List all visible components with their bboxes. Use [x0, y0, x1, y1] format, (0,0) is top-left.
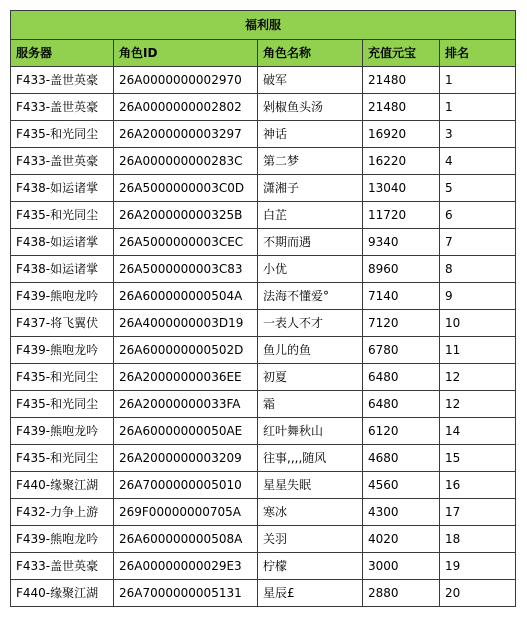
cell-role-name: 不期而遇 [258, 229, 363, 256]
cell-rank: 1 [440, 67, 516, 94]
cell-server: F438-如运诸掌 [11, 175, 114, 202]
cell-recharge: 21480 [363, 67, 440, 94]
cell-role-name: 破军 [258, 67, 363, 94]
table-row [11, 445, 516, 472]
table-row [11, 121, 516, 148]
cell-role-name: 法海不懂爱° [258, 283, 363, 310]
cell-role-name: 白芷 [258, 202, 363, 229]
table-row [11, 175, 516, 202]
cell-role-id: 269F00000000705A [114, 499, 258, 526]
cell-rank: 19 [440, 553, 516, 580]
cell-server: F439-熊咆龙吟 [11, 337, 114, 364]
cell-rank: 6 [440, 202, 516, 229]
cell-role-id: 26A20000000036EE [114, 364, 258, 391]
cell-role-id: 26A000000000283C [114, 148, 258, 175]
table-row [11, 553, 516, 580]
cell-server: F437-将飞翼伏 [11, 310, 114, 337]
cell-role-name: 霜 [258, 391, 363, 418]
cell-role-name: 初夏 [258, 364, 363, 391]
ranking-table [10, 10, 516, 607]
table-row [11, 256, 516, 283]
cell-server: F432-力争上游 [11, 499, 114, 526]
cell-rank: 1 [440, 94, 516, 121]
cell-recharge: 21480 [363, 94, 440, 121]
cell-recharge: 7120 [363, 310, 440, 337]
cell-role-id: 26A7000000005010 [114, 472, 258, 499]
cell-recharge: 4560 [363, 472, 440, 499]
cell-recharge: 2880 [363, 580, 440, 607]
cell-role-name: 鱼儿的鱼 [258, 337, 363, 364]
table-row [11, 337, 516, 364]
cell-role-id: 26A00000000029E3 [114, 553, 258, 580]
cell-role-id: 26A0000000002970 [114, 67, 258, 94]
cell-rank: 12 [440, 391, 516, 418]
cell-server: F438-如运诸掌 [11, 256, 114, 283]
cell-rank: 11 [440, 337, 516, 364]
cell-rank: 15 [440, 445, 516, 472]
table-row [11, 418, 516, 445]
title-row [11, 11, 516, 40]
cell-role-id: 26A600000000508A [114, 526, 258, 553]
table-row [11, 580, 516, 607]
cell-rank: 7 [440, 229, 516, 256]
cell-server: F433-盖世英豪 [11, 148, 114, 175]
cell-rank: 18 [440, 526, 516, 553]
table-row [11, 526, 516, 553]
cell-recharge: 4680 [363, 445, 440, 472]
column-header-server: 服务器 [11, 40, 114, 67]
table-row [11, 391, 516, 418]
cell-role-id: 26A600000000502D [114, 337, 258, 364]
cell-server: F433-盖世英豪 [11, 94, 114, 121]
cell-role-name: 柠檬 [258, 553, 363, 580]
table-row [11, 67, 516, 94]
cell-server: F433-盖世英豪 [11, 67, 114, 94]
cell-rank: 10 [440, 310, 516, 337]
table-title: 福利服 [11, 11, 516, 40]
cell-role-id: 26A2000000003297 [114, 121, 258, 148]
cell-server: F435-和光同尘 [11, 202, 114, 229]
table-row [11, 283, 516, 310]
cell-server: F435-和光同尘 [11, 364, 114, 391]
cell-rank: 20 [440, 580, 516, 607]
cell-recharge: 8960 [363, 256, 440, 283]
cell-recharge: 6480 [363, 364, 440, 391]
cell-role-name: 剁椒鱼头汤 [258, 94, 363, 121]
table-row [11, 499, 516, 526]
column-header-recharge: 充值元宝 [363, 40, 440, 67]
cell-server: F440-缘聚江湖 [11, 472, 114, 499]
column-header-rank: 排名 [440, 40, 516, 67]
cell-server: F433-盖世英豪 [11, 553, 114, 580]
cell-rank: 16 [440, 472, 516, 499]
cell-role-name: 第二梦 [258, 148, 363, 175]
cell-recharge: 9340 [363, 229, 440, 256]
table-row [11, 472, 516, 499]
cell-role-name: 寒冰 [258, 499, 363, 526]
cell-rank: 5 [440, 175, 516, 202]
cell-role-name: 一表人不才 [258, 310, 363, 337]
cell-server: F435-和光同尘 [11, 445, 114, 472]
cell-rank: 14 [440, 418, 516, 445]
cell-role-id: 26A4000000003D19 [114, 310, 258, 337]
cell-role-name: 红叶舞秋山 [258, 418, 363, 445]
cell-role-name: 往事,,,,随风 [258, 445, 363, 472]
cell-rank: 17 [440, 499, 516, 526]
cell-role-id: 26A600000000504A [114, 283, 258, 310]
column-header-role-id: 角色ID [114, 40, 258, 67]
cell-role-id: 26A7000000005131 [114, 580, 258, 607]
header-row [11, 40, 516, 67]
table-row [11, 229, 516, 256]
table-row [11, 310, 516, 337]
cell-role-name: 潇湘子 [258, 175, 363, 202]
cell-rank: 12 [440, 364, 516, 391]
cell-role-id: 26A2000000003209 [114, 445, 258, 472]
column-header-role-name: 角色名称 [258, 40, 363, 67]
cell-role-id: 26A20000000033FA [114, 391, 258, 418]
cell-server: F435-和光同尘 [11, 391, 114, 418]
cell-role-name: 神话 [258, 121, 363, 148]
cell-recharge: 4020 [363, 526, 440, 553]
cell-role-id: 26A5000000003CEC [114, 229, 258, 256]
cell-role-id: 26A60000000050AE [114, 418, 258, 445]
cell-role-name: 星星失眠 [258, 472, 363, 499]
cell-server: F439-熊咆龙吟 [11, 283, 114, 310]
cell-role-id: 26A5000000003C83 [114, 256, 258, 283]
cell-server: F438-如运诸掌 [11, 229, 114, 256]
cell-recharge: 16220 [363, 148, 440, 175]
cell-server: F435-和光同尘 [11, 121, 114, 148]
cell-role-id: 26A200000000325B [114, 202, 258, 229]
cell-role-name: 星辰£ [258, 580, 363, 607]
cell-recharge: 6120 [363, 418, 440, 445]
cell-recharge: 11720 [363, 202, 440, 229]
cell-recharge: 3000 [363, 553, 440, 580]
cell-recharge: 6480 [363, 391, 440, 418]
table-row [11, 94, 516, 121]
cell-rank: 9 [440, 283, 516, 310]
table-row [11, 148, 516, 175]
cell-role-id: 26A0000000002802 [114, 94, 258, 121]
cell-role-id: 26A5000000003C0D [114, 175, 258, 202]
cell-server: F439-熊咆龙吟 [11, 418, 114, 445]
cell-rank: 8 [440, 256, 516, 283]
cell-recharge: 6780 [363, 337, 440, 364]
cell-recharge: 7140 [363, 283, 440, 310]
table-row [11, 364, 516, 391]
cell-server: F439-熊咆龙吟 [11, 526, 114, 553]
cell-recharge: 16920 [363, 121, 440, 148]
table-body [11, 67, 516, 607]
cell-server: F440-缘聚江湖 [11, 580, 114, 607]
cell-recharge: 13040 [363, 175, 440, 202]
table-row [11, 202, 516, 229]
cell-role-name: 关羽 [258, 526, 363, 553]
cell-role-name: 小优 [258, 256, 363, 283]
cell-recharge: 4300 [363, 499, 440, 526]
cell-rank: 3 [440, 121, 516, 148]
cell-rank: 4 [440, 148, 516, 175]
